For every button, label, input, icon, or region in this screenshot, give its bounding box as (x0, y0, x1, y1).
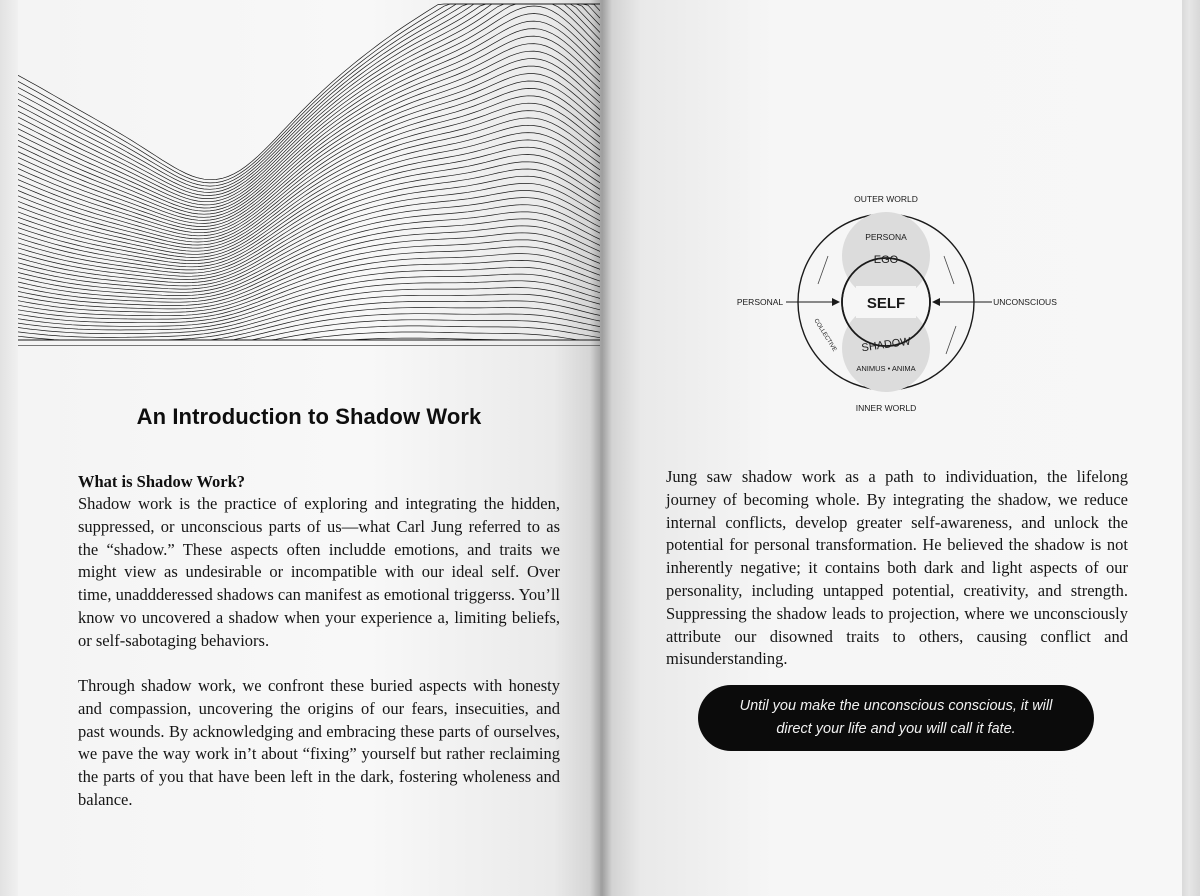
animus-anima-label: ANIMUS • ANIMA (856, 364, 916, 373)
wave-line (18, 4, 600, 196)
wave-line (18, 14, 600, 212)
right-body-paragraph: Jung saw shadow work as a path to individuation, the lifelong journey of becoming whole. By integrating the shadow, we reduce internal conflicts, develop greater self-awareness, and unlock the potential for personal transformation. He believed the shadow is not inherently negative; it contains both dark and light aspects of our personality, including untapped potential, creativity, and strength. Suppressing the shadow leads to projection, where we unconsciously attribute our disowned traits to others, causing conflict and misunderstanding. (666, 467, 1128, 669)
self-label: SELF (866, 295, 906, 312)
left-page-edge (0, 0, 18, 896)
wave-line (18, 74, 600, 236)
page-title: An Introduction to Shadow Work (136, 404, 482, 429)
wave-line (18, 307, 600, 340)
section-subheading: What is Shadow Work? (78, 472, 246, 491)
gutter-shadow (590, 0, 612, 896)
right-page-edge (1182, 0, 1200, 896)
unconscious-label: UNCONSCIOUS (993, 297, 1057, 307)
wave-line (18, 205, 600, 293)
collective-label: COLLECTIVE (812, 318, 838, 353)
personal-label: PERSONAL (736, 297, 784, 307)
wave-illustration (18, 0, 600, 350)
wave-line (18, 260, 600, 319)
outer-world-label: OUTER WORLD (854, 194, 918, 204)
body-paragraph-1: Shadow work is the practice of exploring and integrating the hidden, suppressed, or unconscious parts of us—what Carl Jung referred to as the “shadow.” These aspects often includde emotions, and traits we might view as undesirable or incompatible with our ideal self. Over time, unaddderessed shadows can manifest as emotional triggerss. You’ll know vo uncovered a shadow when your experience a, limiting beliefs, or self-sabotaging behaviors. (78, 494, 560, 650)
unconscious-arrowhead (932, 298, 940, 306)
wave-line (18, 233, 600, 306)
body-paragraph-2: Through shadow work, we confront these buried aspects with honesty and compassion, uncovering the origins of our fears, insecuities, and past wounds. By acknowledging and embracing these parts of ourselves, we pave the way work in’t about “fixing” yourself but rather reclaiming the parts of you that have been left in the dark, fostering wholeness and balance. (78, 676, 560, 809)
psyche-diagram (730, 186, 1070, 416)
quote-text: Until you make the unconscious conscious, it will direct your life and you will call it fate. (739, 698, 1053, 737)
persona-label: PERSONA (865, 232, 907, 242)
inner-world-label: INNER WORLD (855, 403, 917, 413)
shadow-label: SHADOW (860, 335, 912, 355)
wave-line (18, 254, 600, 316)
wave-line (18, 44, 600, 224)
left-page (18, 0, 600, 896)
wave-line (18, 162, 600, 273)
ego-label: EGO (873, 254, 899, 266)
personal-arrowhead (832, 298, 840, 306)
right-page (600, 0, 1182, 896)
illustration-divider (18, 345, 600, 346)
wave-line (18, 4, 600, 186)
quote-box (698, 685, 1094, 751)
wave-line (18, 81, 600, 239)
wave-line (18, 133, 600, 261)
